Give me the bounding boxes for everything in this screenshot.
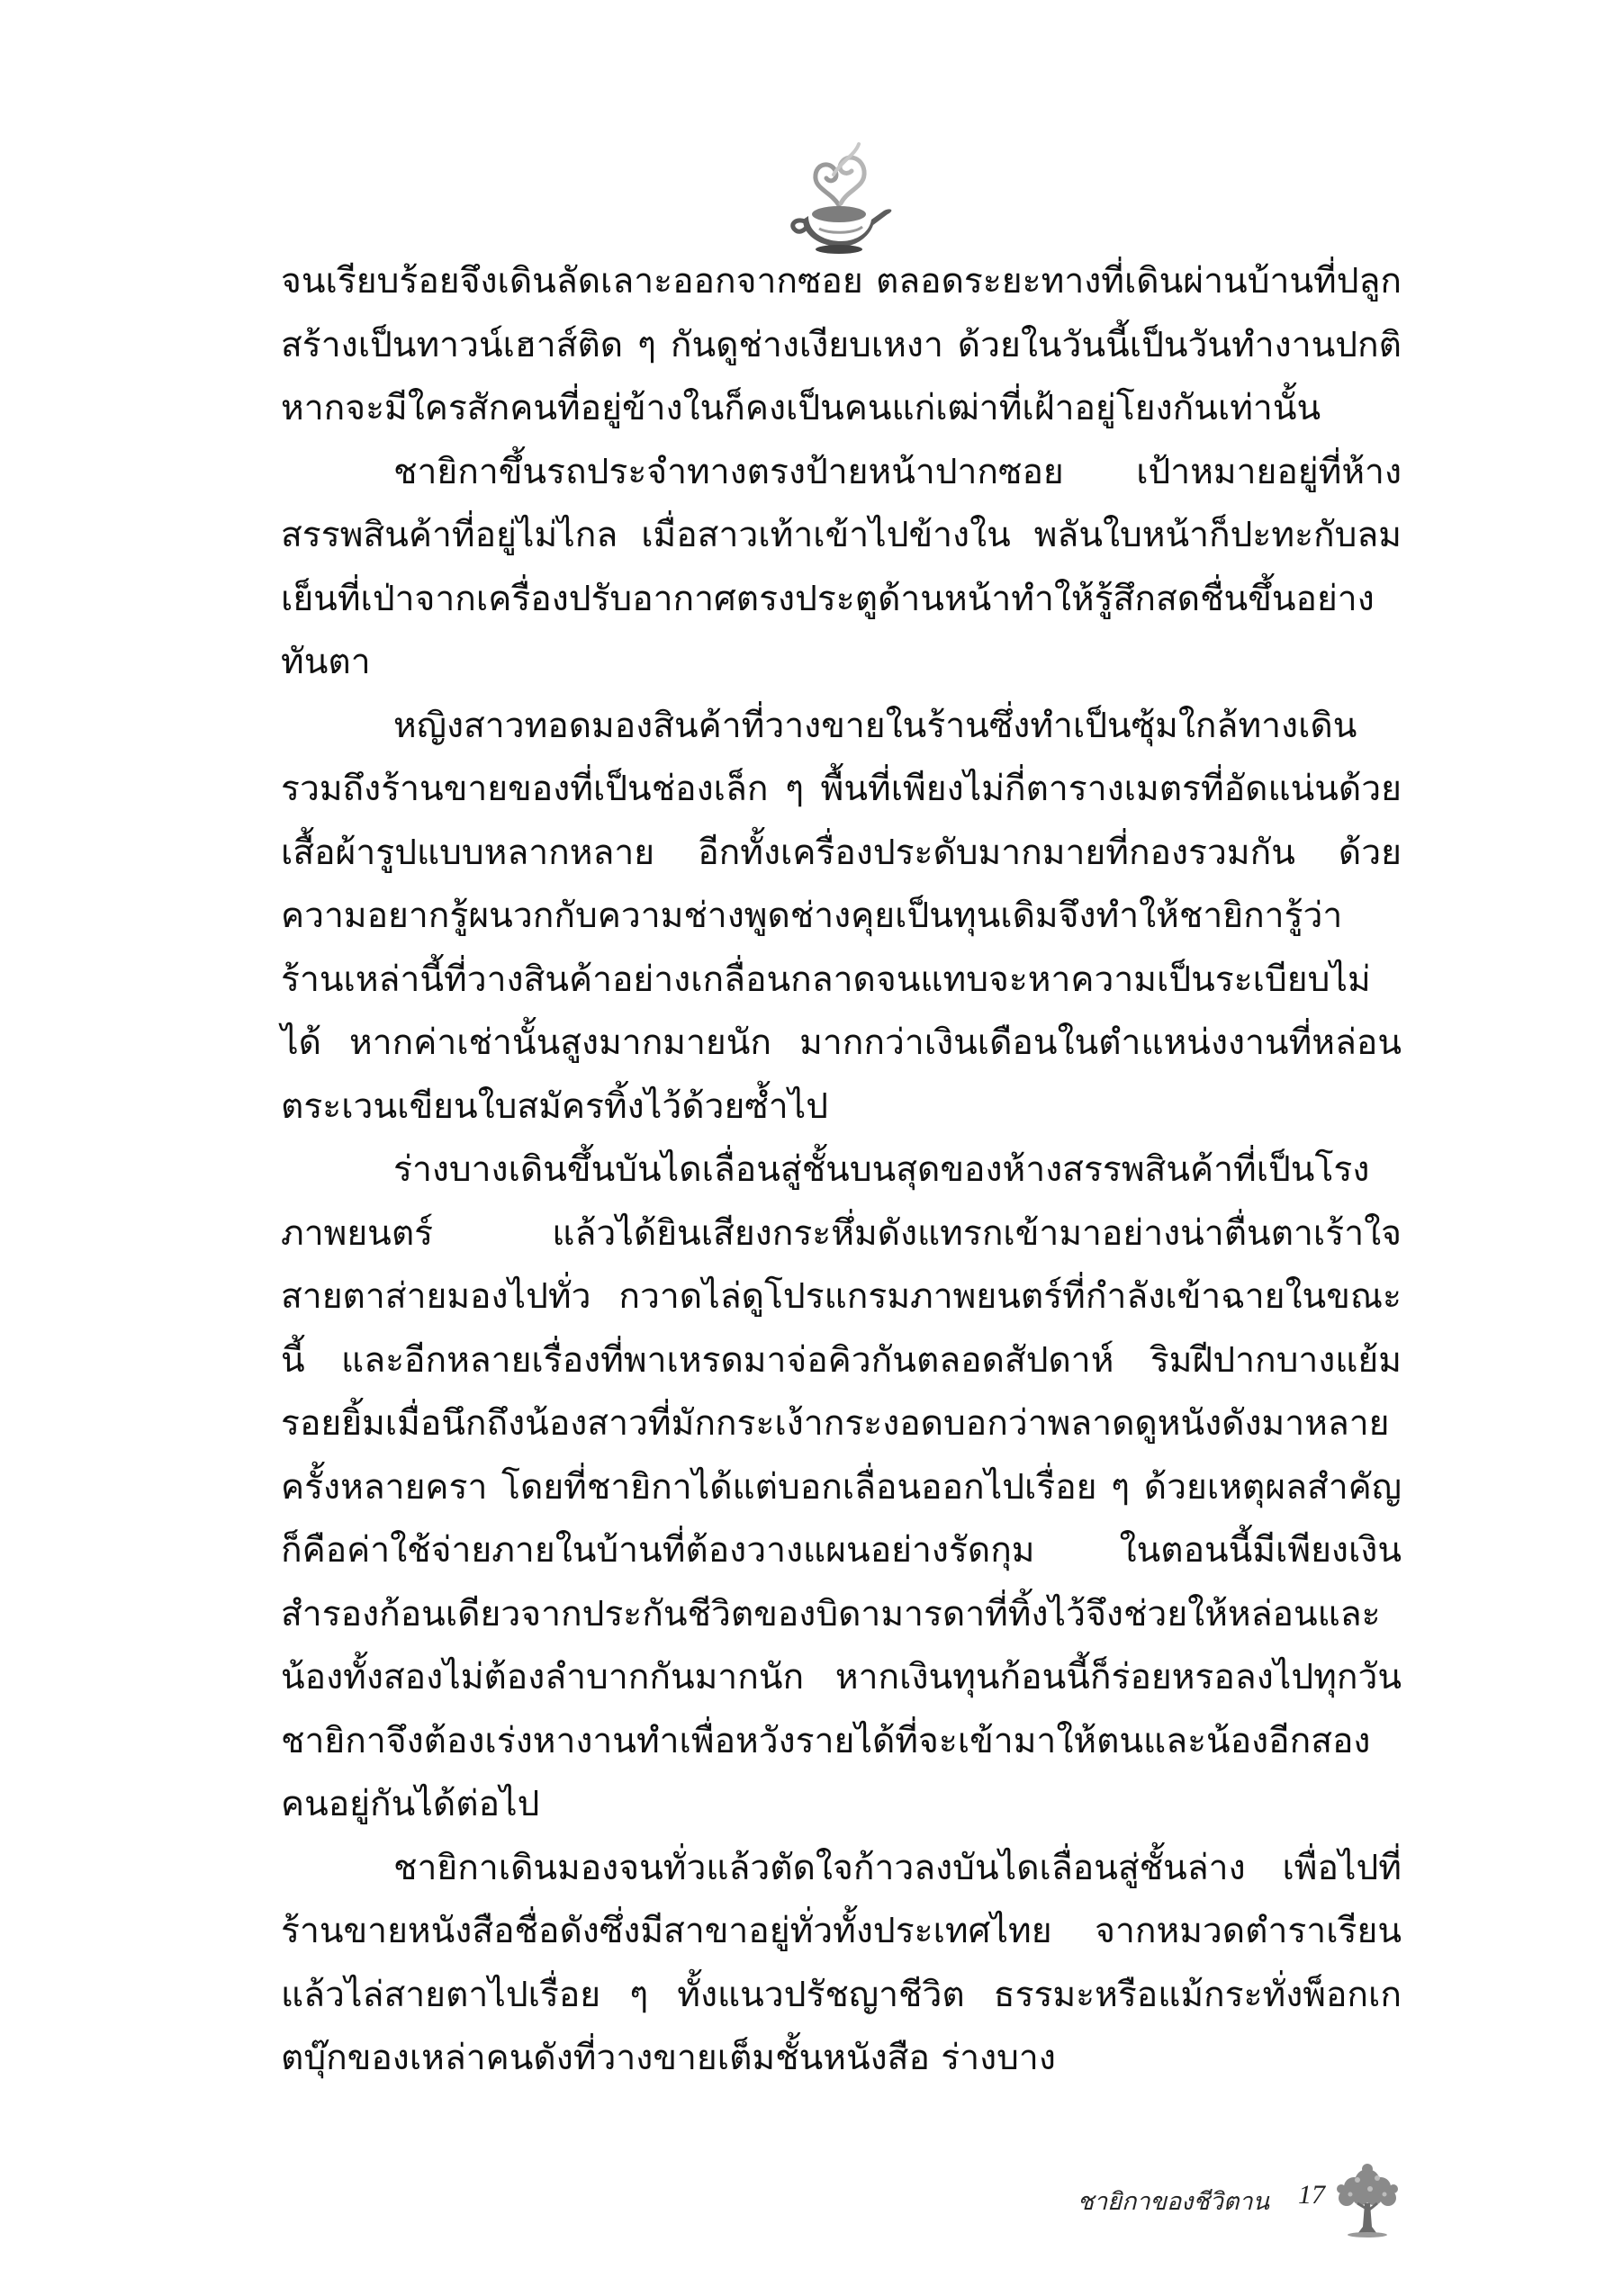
book-title: ชายิกาของชีวิตาน: [1077, 2188, 1269, 2216]
body-text: [281, 250, 1402, 2091]
page-number: 17: [1298, 2180, 1325, 2210]
paragraph: ชายิกาขึ้นรถประจำทางตรงป้ายหน้าปากซอย เป้าหมายอยู่ที่ห้างสรรพสินค้าที่อยู่ไม่ไกล เมื่อสาวเท้าเข้าไปข้างใน พลันใบหน้าก็ปะทะกับลมเย็นที่เป่าจากเครื่องปรับอากาศตรงประตูด้านหน้าทำให้รู้สึกสดชื่นขึ้นอย่างทันตา: [281, 451, 1402, 682]
paragraph: หญิงสาวทอดมองสินค้าที่วางขายในร้านซึ่งทำเป็นซุ้มใกล้ทางเดิน รวมถึงร้านขายของที่เป็นช่องเล็ก ๆ พื้นที่เพียงไม่กี่ตารางเมตรที่อัดแน่นด้วยเสื้อผ้ารูปแบบหลากหลาย อีกทั้งเครื่องประดับมากมายที่กองรวมกัน ด้วยความอยากรู้ผนวกกับความช่างพูดช่างคุยเป็นทุนเดิมจึงทำให้ชายิการู้ว่าร้านเหล่านี้ที่วางสินค้าอย่างเกลื่อนกลาดจนแทบจะหาความเป็นระเบียบไม่ได้ หากค่าเช่านั้นสูงมากมายนัก มากกว่าเงินเดือนในตำแหน่งงานที่หล่อนตระเวนเขียนใบสมัครทิ้งไว้ด้วยซ้ำไป: [281, 705, 1402, 1127]
paragraph: ชายิกาเดินมองจนทั่วแล้วตัดใจก้าวลงบันไดเลื่อนสู่ชั้นล่าง เพื่อไปที่ร้านขายหนังสือชื่อดังซึ่งมีสาขาอยู่ทั่วทั้งประเทศไทย จากหมวดตำราเรียนแล้วไล่สายตาไปเรื่อย ๆ ทั้งแนวปรัชญาชีวิต ธรรมะหรือแม้กระทั่งพ็อกเกตบุ๊กของเหล่าคนดังที่วางขายเต็มชั้นหนังสือ ร่างบาง: [281, 1847, 1402, 2078]
tree-icon: [1330, 2162, 1404, 2238]
genie-lamp-icon: [776, 135, 902, 257]
paragraph: ร่างบางเดินขึ้นบันไดเลื่อนสู่ชั้นบนสุดของห้างสรรพสินค้าที่เป็นโรงภาพยนตร์ แล้วได้ยินเสียงกระหึ่มดังแทรกเข้ามาอย่างน่าตื่นตาเร้าใจ สายตาส่ายมองไปทั่ว กวาดไล่ดูโปรแกรมภาพยนตร์ที่กำลังเข้าฉายในขณะนี้ และอีกหลายเรื่องที่พาเหรดมาจ่อคิวกันตลอดสัปดาห์ ริมฝีปากบางแย้มรอยยิ้มเมื่อนึกถึงน้องสาวที่มักกระเง้ากระงอดบอกว่าพลาดดูหนังดังมาหลายครั้งหลายครา โดยที่ชายิกาได้แต่บอกเลื่อนออกไปเรื่อย ๆ ด้วยเหตุผลสำคัญก็คือค่าใช้จ่ายภายในบ้านที่ต้องวางแผนอย่างรัดกุม ในตอนนี้มีเพียงเงินสำรองก้อนเดียวจากประกันชีวิตของบิดามารดาที่ทิ้งไว้จึงช่วยให้หล่อนและน้องทั้งสองไม่ต้องลำบากกันมากนัก หากเงินทุนก้อนนี้ก็ร่อยหรอลงไปทุกวัน ชายิกาจึงต้องเร่งหางานทำเพื่อหวังรายได้ที่จะเข้ามาให้ตนและน้องอีกสองคนอยู่กันได้ต่อไป: [281, 1149, 1402, 1824]
paragraph: จนเรียบร้อยจึงเดินลัดเลาะออกจากซอย ตลอดระยะทางที่เดินผ่านบ้านที่ปลูกสร้างเป็นทาวน์เฮาส์ติด ๆ กันดูช่างเงียบเหงา ด้วยในวันนี้เป็นวันทำงานปกติ หากจะมีใครสักคนที่อยู่ข้างในก็คงเป็นคนแก่เฒ่าที่เฝ้าอยู่โยงกันเท่านั้น: [281, 261, 1402, 428]
page-footer: [1017, 2162, 1404, 2243]
